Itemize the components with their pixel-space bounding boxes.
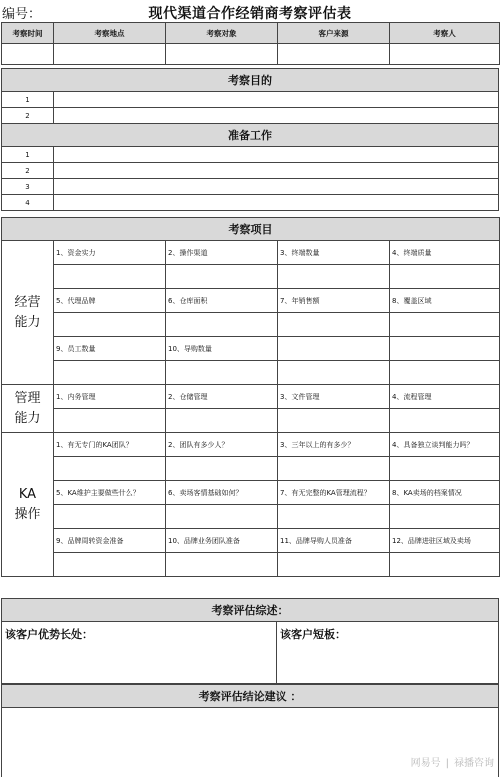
category-ka-operation xyxy=(2,433,54,577)
item-label: 6、仓库面积 xyxy=(166,289,278,313)
item-answer-field[interactable] xyxy=(278,313,390,337)
item-label: 12、品牌进驻区域及卖场 xyxy=(390,529,500,553)
purpose-table xyxy=(1,68,499,211)
preparation-row-number: 1 xyxy=(2,147,54,163)
info-source-field[interactable] xyxy=(278,44,390,65)
watermark-platform: 网易号 xyxy=(410,758,441,769)
item-answer-row xyxy=(2,457,500,481)
item-label: 7、年销售额 xyxy=(278,289,390,313)
watermark-separator: | xyxy=(445,758,449,769)
category-label: 经营 能力 xyxy=(14,295,41,330)
item-answer-field[interactable] xyxy=(54,505,166,529)
item-answer-field[interactable] xyxy=(166,457,278,481)
info-header-inspector: 考察人 xyxy=(390,23,500,44)
info-inspector-field[interactable] xyxy=(390,44,500,65)
item-answer-field[interactable] xyxy=(54,553,166,577)
preparation-row-number: 3 xyxy=(2,179,54,195)
item-answer-field[interactable] xyxy=(166,361,278,385)
item-label: 3、三年以上的有多少？ xyxy=(278,433,390,457)
summary-table xyxy=(1,598,499,684)
preparation-row xyxy=(2,163,499,179)
watermark xyxy=(411,754,494,769)
item-row xyxy=(2,241,500,265)
preparation-row xyxy=(2,179,499,195)
preparation-row-field[interactable] xyxy=(54,163,499,179)
item-label: 1、内务管理 xyxy=(54,385,166,409)
item-answer-field[interactable] xyxy=(54,361,166,385)
item-label: 5、代理品牌 xyxy=(54,289,166,313)
item-label: 4、具备独立谈判能力吗？ xyxy=(390,433,500,457)
info-header-target: 考察对象 xyxy=(166,23,278,44)
preparation-row-field[interactable] xyxy=(54,195,499,211)
form-header xyxy=(0,0,500,22)
item-answer-field[interactable] xyxy=(390,553,500,577)
info-location-field[interactable] xyxy=(54,44,166,65)
item-answer-field[interactable] xyxy=(278,361,390,385)
item-label: 2、团队有多少人？ xyxy=(166,433,278,457)
preparation-row xyxy=(2,195,499,211)
item-answer-field[interactable] xyxy=(166,505,278,529)
item-label: 4、流程管理 xyxy=(390,385,500,409)
info-header-row xyxy=(2,23,500,44)
purpose-row xyxy=(2,92,499,108)
strengths-label: 该客户优势长处： xyxy=(5,628,93,641)
item-answer-field[interactable] xyxy=(278,265,390,289)
item-answer-row xyxy=(2,505,500,529)
weakness-label: 该客户短板： xyxy=(280,628,346,641)
item-label xyxy=(390,337,500,361)
item-label: 5、KA维护主要做些什么？ xyxy=(54,481,166,505)
item-answer-row xyxy=(2,553,500,577)
info-header-source: 客户来源 xyxy=(278,23,390,44)
item-label xyxy=(278,337,390,361)
category-label: 管理 能力 xyxy=(14,391,41,426)
item-label: 10、导购数量 xyxy=(166,337,278,361)
item-answer-field[interactable] xyxy=(278,409,390,433)
item-label: 6、卖场客情基础如何？ xyxy=(166,481,278,505)
item-answer-row xyxy=(2,409,500,433)
item-label: 3、终端数量 xyxy=(278,241,390,265)
purpose-row-number: 1 xyxy=(2,92,54,108)
item-row xyxy=(2,433,500,457)
item-label: 8、覆盖区域 xyxy=(390,289,500,313)
item-answer-field[interactable] xyxy=(54,313,166,337)
items-heading: 考察项目 xyxy=(2,218,500,241)
preparation-heading: 准备工作 xyxy=(2,124,499,147)
item-answer-field[interactable] xyxy=(166,553,278,577)
preparation-row-number: 4 xyxy=(2,195,54,211)
item-answer-field[interactable] xyxy=(278,553,390,577)
item-label: 7、有无完整的KA管理流程？ xyxy=(278,481,390,505)
purpose-row-number: 2 xyxy=(2,108,54,124)
item-answer-field[interactable] xyxy=(54,409,166,433)
item-row xyxy=(2,385,500,409)
item-answer-field[interactable] xyxy=(390,361,500,385)
item-answer-field[interactable] xyxy=(54,457,166,481)
item-answer-field[interactable] xyxy=(166,313,278,337)
category-management-capability xyxy=(2,385,54,433)
item-row xyxy=(2,337,500,361)
info-time-field[interactable] xyxy=(2,44,54,65)
item-label: 4、终端质量 xyxy=(390,241,500,265)
item-answer-field[interactable] xyxy=(54,265,166,289)
item-label: 1、资金实力 xyxy=(54,241,166,265)
serial-number-label: 编号： xyxy=(2,7,42,22)
item-label: 10、品牌业务团队准备 xyxy=(166,529,278,553)
preparation-row xyxy=(2,147,499,163)
info-header-location: 考察地点 xyxy=(54,23,166,44)
watermark-account: 禄播咨询 xyxy=(454,758,494,769)
item-answer-field[interactable] xyxy=(166,265,278,289)
item-label: 11、品牌导购人员准备 xyxy=(278,529,390,553)
info-target-field[interactable] xyxy=(166,44,278,65)
purpose-row-field[interactable] xyxy=(54,92,499,108)
item-label: 9、品牌周转资金准备 xyxy=(54,529,166,553)
item-answer-row xyxy=(2,265,500,289)
strengths-field[interactable] xyxy=(2,622,277,684)
item-label: 3、文件管理 xyxy=(278,385,390,409)
weakness-field[interactable] xyxy=(277,622,499,684)
item-answer-row xyxy=(2,361,500,385)
purpose-row-field[interactable] xyxy=(54,108,499,124)
purpose-heading: 考察目的 xyxy=(2,69,499,92)
summary-heading: 考察评估综述： xyxy=(2,599,499,622)
preparation-row-number: 2 xyxy=(2,163,54,179)
item-row xyxy=(2,289,500,313)
item-label: 8、KA卖场的档案情况 xyxy=(390,481,500,505)
item-label: 9、员工数量 xyxy=(54,337,166,361)
info-table xyxy=(1,22,500,65)
item-answer-field[interactable] xyxy=(278,505,390,529)
item-row xyxy=(2,529,500,553)
preparation-row-field[interactable] xyxy=(54,179,499,195)
info-value-row xyxy=(2,44,500,65)
item-answer-field[interactable] xyxy=(390,505,500,529)
item-label: 2、仓储管理 xyxy=(166,385,278,409)
conclusion-heading: 考察评估结论建议 ： xyxy=(2,685,499,708)
category-business-capability xyxy=(2,241,54,385)
item-answer-field[interactable] xyxy=(390,457,500,481)
item-answer-field[interactable] xyxy=(390,409,500,433)
preparation-row-field[interactable] xyxy=(54,147,499,163)
item-answer-field[interactable] xyxy=(166,409,278,433)
item-row xyxy=(2,481,500,505)
info-header-time: 考察时间 xyxy=(2,23,54,44)
purpose-row xyxy=(2,108,499,124)
item-answer-field[interactable] xyxy=(390,265,500,289)
item-answer-row xyxy=(2,313,500,337)
inspection-items-table xyxy=(1,217,500,577)
item-answer-field[interactable] xyxy=(278,457,390,481)
item-label: 1、有无专门的KA团队？ xyxy=(54,433,166,457)
item-label: 2、操作渠道 xyxy=(166,241,278,265)
category-label: KA 操作 xyxy=(14,487,41,522)
item-answer-field[interactable] xyxy=(390,313,500,337)
form-title: 现代渠道合作经销商考察评估表 xyxy=(148,6,352,22)
